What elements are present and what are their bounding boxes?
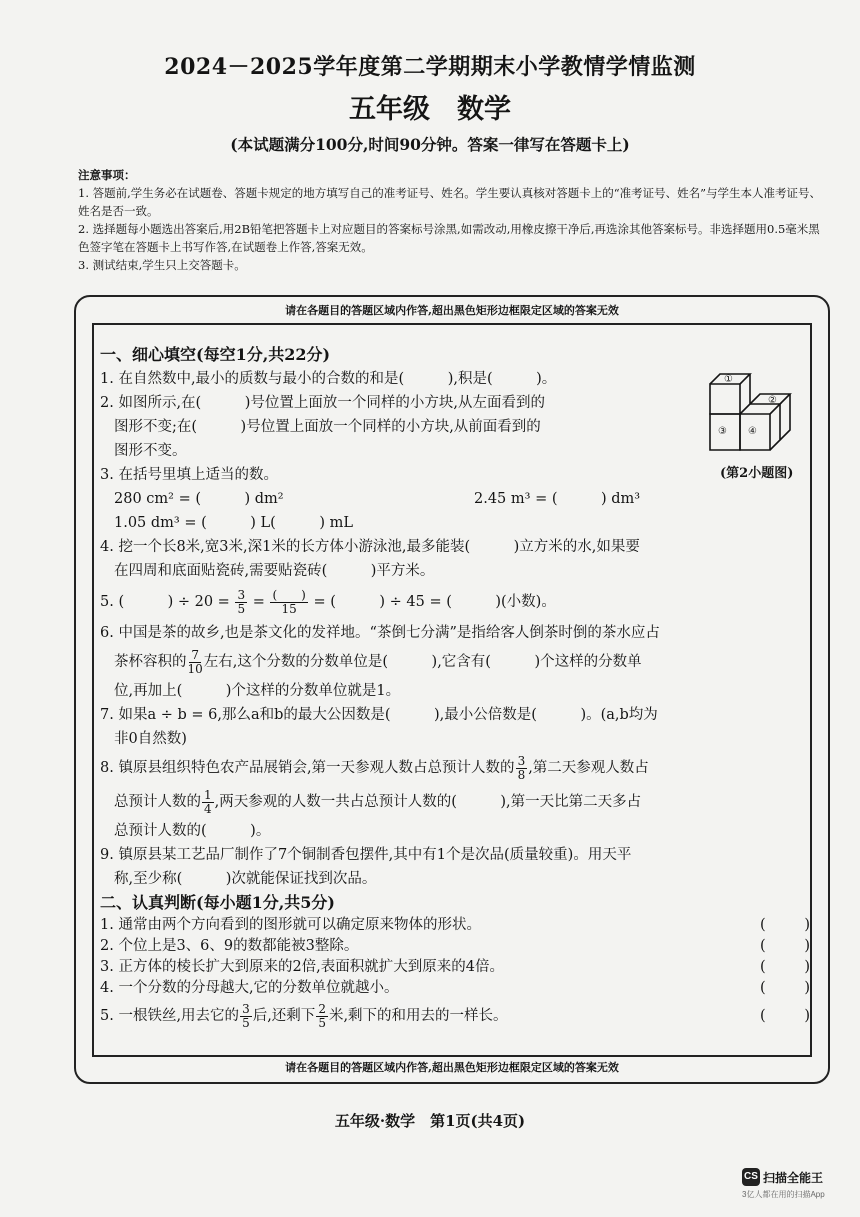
- question-9: 9. 镇原县某工艺品厂制作了7个铜制香包摆件,其中有1个是次品(质量较重)。用天平: [100, 847, 632, 863]
- notice-item: 3. 测试结束,学生只上交答题卡。: [78, 258, 246, 272]
- j5-fraction-1: [240, 1003, 252, 1030]
- judge-text: 3. 正方体的棱长扩大到原来的2倍,表面积就扩大到原来的4倍。: [100, 959, 505, 975]
- paren-open: (: [760, 917, 766, 933]
- question-6: 6. 中国是茶的故乡,也是茶文化的发祥地。“茶倒七分满”是指给客人倒茶时倒的茶水应占: [100, 625, 660, 641]
- j5-mid: 后,还剩下: [252, 1008, 316, 1024]
- paren-close: ): [804, 917, 810, 933]
- q8-line2-post: ,两天参观的人数一共占总预计人数的( ),第一天比第二天多占: [214, 794, 642, 810]
- judge-item: [100, 915, 810, 936]
- judge-text: 4. 一个分数的分母越大,它的分数单位就越小。: [100, 980, 399, 996]
- camscanner-logo-icon: CS: [742, 1168, 760, 1186]
- question-5: 5. ( ) ÷ 20 = $\frac{3}{5}$ = $\frac{( )}{15}$ = ( ) ÷ 45 = ( )(小数)。: [100, 587, 556, 616]
- question-8-line2: [100, 785, 810, 819]
- q5-fraction-1: [235, 589, 247, 616]
- cube-label-1: ①: [724, 374, 733, 385]
- paren-open: (: [760, 938, 766, 954]
- paren-close: ): [804, 959, 810, 975]
- fraction-numerator: ( ): [272, 587, 306, 602]
- fraction-numerator: 3: [242, 1001, 250, 1016]
- q8-fraction-1: [516, 755, 528, 782]
- q6-pre: 茶杯容积的: [114, 654, 187, 670]
- q5-fraction-2: [270, 589, 307, 616]
- answer-parens: [760, 915, 810, 936]
- fraction-denominator: 8: [517, 767, 526, 782]
- question-3: 3. 在括号里填上适当的数。: [100, 467, 278, 483]
- j5-pre: 5. 一根铁丝,用去它的: [100, 1008, 240, 1024]
- scanner-watermark: [742, 1168, 825, 1200]
- paren-open: (: [760, 980, 766, 996]
- paren-open: (: [760, 959, 766, 975]
- cube-label-4: ④: [748, 426, 757, 437]
- notice-item: 2. 选择题每小题选出答案后,用2B铅笔把答题卡上对应题目的答案标号涂黑,如需改动,用橡皮擦干净后,再选涂其他答案标号。非选择题用0.5毫米黑色签字笔在答题卡上书写作答,在试题卷上作答,答案无效。: [78, 222, 820, 254]
- q8-fraction-2: [202, 789, 214, 816]
- fraction-numerator: 2: [318, 1001, 326, 1016]
- judge-item: [100, 957, 810, 978]
- exam-title: 2024－2025学年度第二学期期末小学教情学情监测: [164, 54, 696, 80]
- q8-post: ,第二天参观人数占: [528, 760, 649, 776]
- q6-post: 左右,这个分数的分数单位是( ),它含有( )个这样的分数单: [203, 654, 642, 670]
- judge-item: [100, 978, 810, 999]
- figure-caption: (第2小题图): [720, 466, 794, 481]
- cube-label-3: ③: [718, 426, 727, 437]
- answer-parens: [760, 936, 810, 957]
- notice-item: 1. 答题前,学生务必在试题卷、答题卡规定的地方填写自己的准考证号、姓名。学生要认真核对答题卡上的“准考证号、姓名”与学生本人准考证号、姓名是否一致。: [78, 186, 822, 218]
- q5-pre: 5. ( ) ÷ 20 =: [100, 594, 230, 610]
- question-2-line3: 图形不变。: [114, 443, 187, 459]
- fraction-numerator: 3: [237, 587, 246, 602]
- watermark-name: 扫描全能王: [763, 1170, 824, 1185]
- fraction-denominator: 5: [318, 1015, 326, 1030]
- question-6-line3: 位,再加上( )个这样的分数单位就是1。: [114, 683, 401, 699]
- question-8: [100, 751, 810, 785]
- judge-item: [100, 999, 810, 1033]
- fraction-denominator: 10: [187, 661, 203, 676]
- fraction-denominator: 15: [281, 601, 297, 616]
- paren-close: ): [804, 938, 810, 954]
- fraction-numerator: 1: [204, 787, 212, 802]
- paren-open: (: [760, 1008, 766, 1024]
- question-3b: 2.45 m³ = ( ) dm³: [474, 491, 641, 507]
- question-3a: 280 cm² = ( ) dm²: [114, 491, 284, 507]
- fraction-denominator: 4: [204, 801, 212, 816]
- bottom-banner: 请在各题目的答题区域内作答,超出黑色矩形边框限定区域的答案无效: [285, 1061, 619, 1074]
- judge-text: [100, 999, 508, 1033]
- fraction-numerator: 3: [517, 753, 526, 768]
- question-9-line2: 称,至少称( )次就能保证找到次品。: [114, 871, 377, 887]
- question-content: [100, 343, 810, 1033]
- answer-parens: [760, 999, 810, 1033]
- q6-fraction: [188, 649, 203, 676]
- answer-parens: [760, 978, 810, 999]
- paren-close: ): [804, 980, 810, 996]
- judge-text: 2. 个位上是3、6、9的数都能被3整除。: [100, 938, 359, 954]
- exam-subtitle: 五年级 数学: [349, 94, 511, 125]
- question-2: 2. 如图所示,在( )号位置上面放一个同样的小方块,从左面看到的: [100, 395, 545, 411]
- question-7-line2: 非0自然数): [114, 731, 187, 747]
- watermark-tagline: 3亿人都在用的扫描App: [742, 1190, 825, 1200]
- cube-label-2: ②: [768, 395, 777, 406]
- question-8-line3: 总预计人数的( )。: [114, 823, 271, 839]
- question-7: 7. 如果a ÷ b = 6,那么a和b的最大公因数是( ),最小公倍数是( )。(a,b均为: [100, 707, 658, 723]
- question-1: 1. 在自然数中,最小的质数与最小的合数的和是( ),积是( )。: [100, 371, 557, 387]
- question-4-line2: 在四周和底面贴瓷砖,需要贴瓷砖( )平方米。: [114, 563, 435, 579]
- top-banner: 请在各题目的答题区域内作答,超出黑色矩形边框限定区域的答案无效: [285, 304, 619, 317]
- q8-line2-pre: 总预计人数的: [114, 794, 201, 810]
- notices: [78, 166, 828, 274]
- q5-mid: = ( ) ÷ 45 = ( )(小数)。: [313, 594, 556, 610]
- page-footer: 五年级·数学 第1页(共4页): [334, 1112, 526, 1130]
- section1-title: 一、细心填空(每空1分,共22分): [100, 345, 331, 364]
- judge-text: 1. 通常由两个方向看到的图形就可以确定原来物体的形状。: [100, 917, 481, 933]
- question-4: 4. 挖一个长8米,宽3米,深1米的长方体小游泳池,最多能装( )立方米的水,如果要: [100, 539, 640, 555]
- exam-note: (本试题满分100分,时间90分钟。答案一律写在答题卡上): [230, 135, 630, 154]
- judge-item: [100, 936, 810, 957]
- notices-heading: 注意事项：: [78, 168, 136, 182]
- question-3c: 1.05 dm³ = ( ) L( ) mL: [114, 515, 353, 531]
- j5-fraction-2: [316, 1003, 328, 1030]
- section2-title: 二、认真判断(每小题1分,共5分): [100, 893, 335, 912]
- answer-parens: [760, 957, 810, 978]
- fraction-denominator: 5: [237, 601, 246, 616]
- j5-post: 米,剩下的和用去的一样长。: [328, 1008, 508, 1024]
- q8-pre: 8. 镇原县组织特色农产品展销会,第一天参观人数占总预计人数的: [100, 760, 515, 776]
- fraction-numerator: 7: [191, 647, 199, 662]
- question-6-line2: [100, 645, 810, 679]
- fraction-denominator: 5: [242, 1015, 250, 1030]
- paren-close: ): [804, 1008, 810, 1024]
- question-2-line2: 图形不变;在( )号位置上面放一个同样的小方块,从前面看到的: [114, 419, 541, 435]
